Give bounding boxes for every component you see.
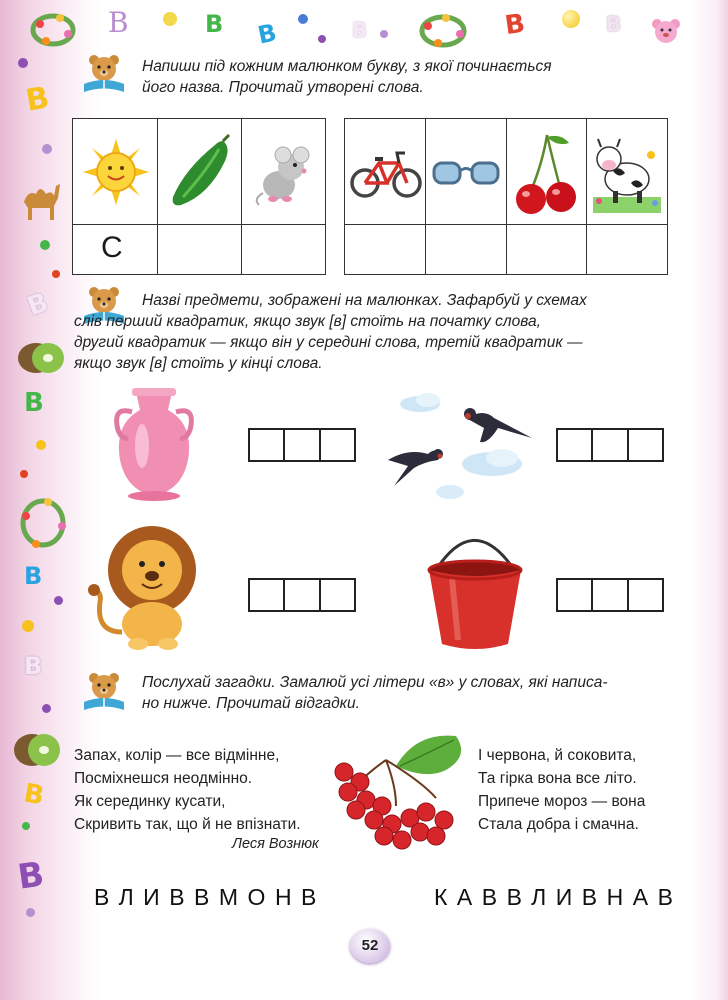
riddle-left-line: Як серединку кусати, [74,793,226,810]
answer-letters-left[interactable]: ВЛИВВМОНВ [94,884,326,910]
table-column-divider [586,119,587,274]
wreath-icon [418,12,468,50]
table-column-divider [506,119,507,274]
decor-bead [54,596,63,605]
decor-bead [22,822,30,830]
teddy-bear-icon [648,16,684,48]
decor-letter-v: В [255,18,280,50]
riddle-left-line: Запах, колір — все відмінне, [74,747,280,764]
task-2-line-3: другий квадратик — якщо він у середині слова, третій квадратик — [74,334,583,351]
bicycle-icon [349,145,423,201]
riddle-right [478,744,645,836]
glasses-icon [431,157,501,193]
task-2-instruction [142,290,587,311]
page-number: 52 [350,929,390,963]
decor-bead [163,12,177,26]
task-3-instruction [142,672,608,714]
cow-icon [591,135,663,217]
decor-bead [36,440,46,450]
teddy-bear-reading-icon [82,52,126,94]
riddle-right-line: Припече мороз — вона [478,793,646,810]
cucumber-icon [165,133,235,213]
decor-letter-v: В [606,12,622,36]
decor-letter-v: В [15,854,47,898]
sound-scheme-bucket[interactable] [556,578,664,612]
scheme-square-end[interactable] [629,430,662,460]
cherry-icon [513,131,579,217]
teddy-bear-reading-icon [82,670,126,712]
riddle-author: Леся Вознюк [232,836,319,852]
sound-scheme-swallows[interactable] [556,428,664,462]
riddle-right-line: Та гірка вона все літо. [478,770,637,787]
swallows-icon [384,388,536,506]
decor-letter-v: В [24,562,43,590]
table-column-divider [241,119,242,274]
decor-letter-v: В [23,80,52,119]
decor-bead [380,30,388,38]
camel-icon [18,172,62,222]
decor-bead [42,144,52,154]
table-divider [73,224,325,225]
decor-bead [18,58,28,68]
scheme-square-start[interactable] [250,580,285,610]
scheme-square-end[interactable] [321,580,354,610]
task-3-line-1: Послухай загадки. Замалюй усі літери «в» у словах, які написа- [142,674,608,691]
decor-letter-v: В [108,6,129,39]
decor-bead [26,908,35,917]
picture-letter-table-1 [72,118,326,275]
decor-bead [40,240,50,250]
scheme-square-end[interactable] [629,580,662,610]
decor-letter-v: В [24,388,44,418]
scheme-square-start[interactable] [558,430,593,460]
viburnum-berries-icon [326,726,476,860]
decor-letter-v: В [205,10,224,38]
task-1-line-2: його назва. Прочитай утворені слова. [142,79,424,96]
kiwi-icon [12,730,64,770]
lion-icon [86,520,208,652]
scheme-square-middle[interactable] [593,430,628,460]
riddle-left-line: Скривить так, що й не впізнати. [74,816,301,833]
decor-bead [20,470,28,478]
task-3-line-2: но нижче. Прочитай відгадки. [142,695,360,712]
task-1-line-1: Напиши під кожним малюнком букву, з якої починається [142,58,552,75]
picture-letter-table-2 [344,118,668,275]
decor-bead [318,35,326,43]
task-2-line-4: якщо звук [в] стоїть у кінці слова. [74,355,323,372]
kiwi-icon [16,340,68,376]
decor-letter-v: В [21,778,47,812]
decor-bead [42,704,51,713]
riddle-left [74,744,301,836]
decor-bead [22,620,34,632]
scheme-square-start[interactable] [250,430,285,460]
mouse-icon [249,139,321,211]
scheme-square-end[interactable] [321,430,354,460]
answer-letter-cell[interactable]: С [101,231,123,264]
task-2-line-2: слів перший квадратик, якщо звук [в] стоїть на початку слова, [74,313,541,330]
scheme-square-start[interactable] [558,580,593,610]
wreath-icon [30,12,76,48]
riddle-right-line: Стала добра і смачна. [478,816,639,833]
table-column-divider [425,119,426,274]
sound-scheme-vase[interactable] [248,428,356,462]
task-2-instruction-cont [74,311,582,374]
wreath-icon [18,496,68,550]
task-1-instruction [142,56,552,98]
sun-icon [81,137,151,207]
vase-icon [106,384,202,504]
decor-letter-v: В [23,287,53,323]
task-2-line-1: Назві предмети, зображені на малюнках. Зафарбуй у схемах [142,292,587,309]
decor-letter-v: В [503,8,527,42]
decor-letter-v: В [352,18,368,42]
bucket-icon [422,528,528,654]
answer-letters-right[interactable]: КАВВЛИВНАВ [434,884,683,910]
decor-letter-v: В [24,652,43,680]
sound-scheme-lion[interactable] [248,578,356,612]
scheme-square-middle[interactable] [285,430,320,460]
scheme-square-middle[interactable] [593,580,628,610]
riddle-right-line: І червона, й соковита, [478,747,637,764]
decor-bead [298,14,308,24]
table-column-divider [157,119,158,274]
scheme-square-middle[interactable] [285,580,320,610]
riddle-left-line: Посміхнешся неодмінно. [74,770,253,787]
decor-bead [562,10,580,28]
decor-bead [52,270,60,278]
